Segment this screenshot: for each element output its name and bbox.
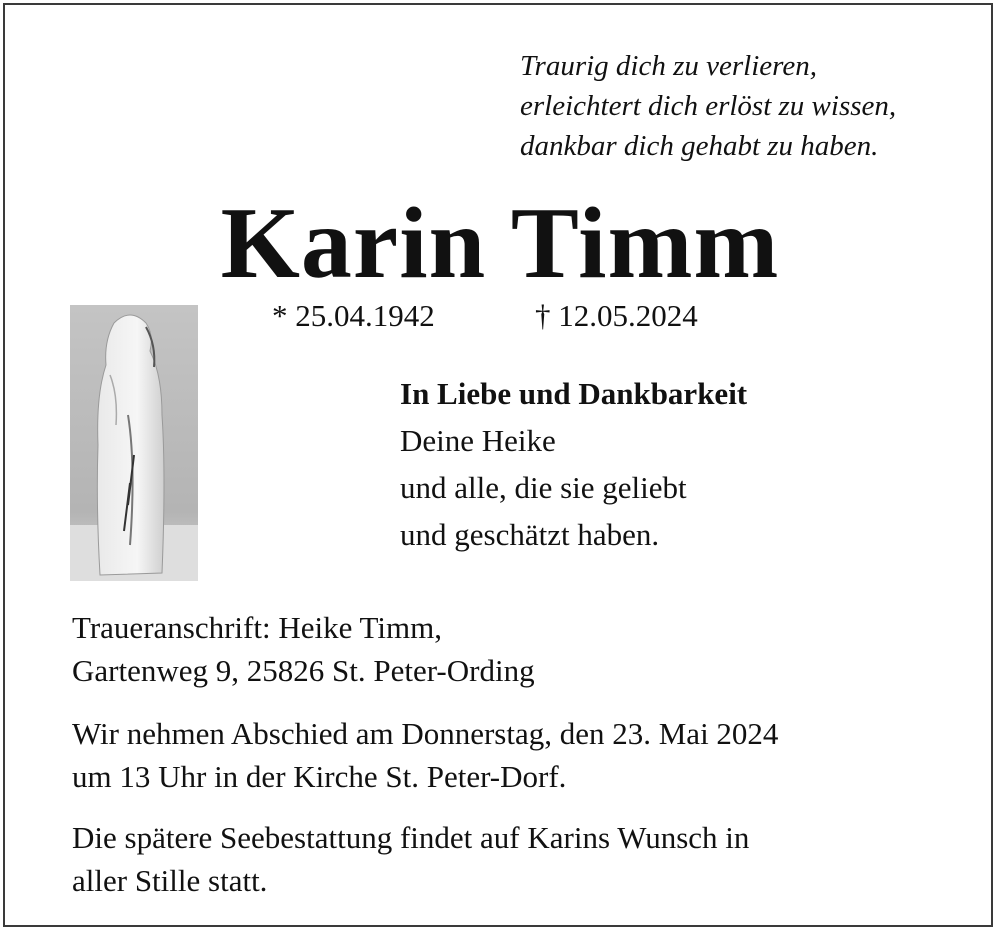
signoff-line: und alle, die sie geliebt bbox=[400, 470, 687, 505]
poem-line: erleichtert dich erlöst zu wissen, bbox=[520, 90, 897, 122]
signoff bbox=[400, 370, 747, 558]
burial-line: aller Stille statt. bbox=[72, 863, 268, 898]
signoff-line: Deine Heike bbox=[400, 423, 556, 458]
address-line: Traueranschrift: Heike Timm, bbox=[72, 610, 442, 645]
farewell-info bbox=[72, 712, 778, 798]
deceased-name: Karin Timm bbox=[220, 187, 780, 300]
farewell-line: um 13 Uhr in der Kirche St. Peter-Dorf. bbox=[72, 759, 567, 794]
signoff-line: und geschätzt haben. bbox=[400, 517, 660, 552]
poem bbox=[520, 46, 896, 166]
poem-line: dankbar dich gehabt zu haben. bbox=[520, 130, 879, 162]
birth-date: * 25.04.1942 bbox=[272, 298, 435, 333]
poem-line: Traurig dich zu verlieren, bbox=[520, 50, 817, 82]
angel-figurine-image bbox=[70, 305, 198, 581]
burial-line: Die spätere Seebestattung findet auf Karins Wunsch in bbox=[72, 820, 750, 855]
mourning-address bbox=[72, 606, 535, 692]
farewell-line: Wir nehmen Abschied am Donnerstag, den 23. Mai 2024 bbox=[72, 716, 779, 751]
angel-figurine-photo bbox=[70, 305, 198, 581]
signoff-heading: In Liebe und Dankbarkeit bbox=[400, 376, 748, 411]
address-line: Gartenweg 9, 25826 St. Peter-Ording bbox=[72, 653, 535, 688]
death-date: † 12.05.2024 bbox=[535, 298, 698, 333]
burial-info bbox=[72, 816, 749, 902]
